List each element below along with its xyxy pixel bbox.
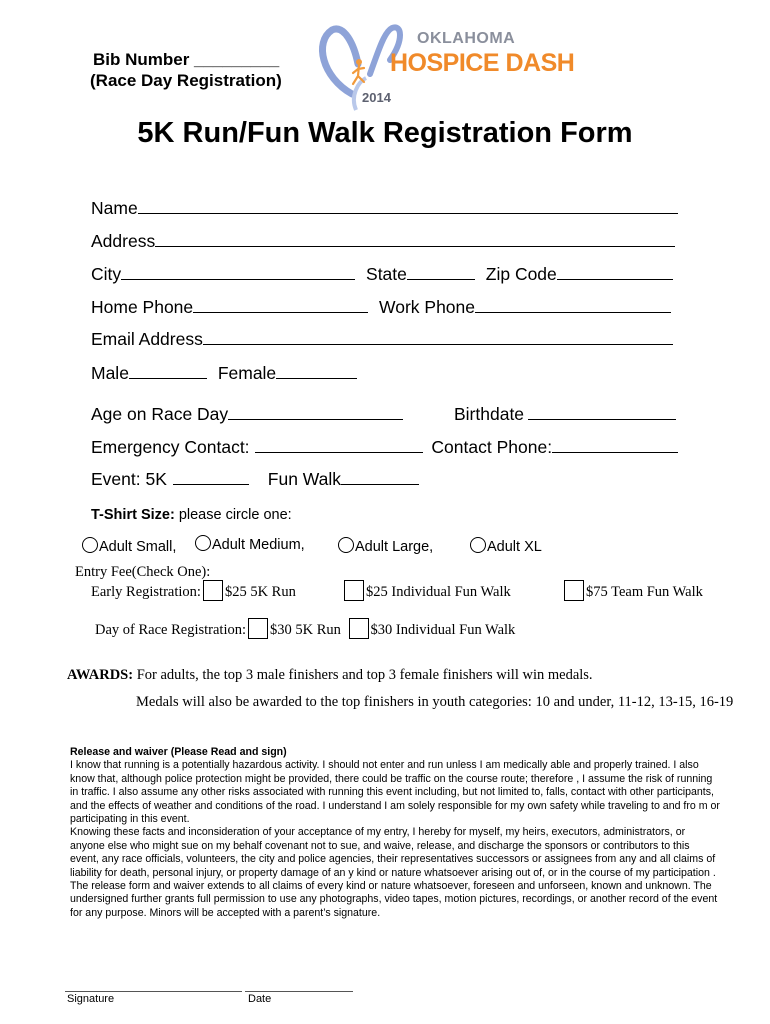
race-day-registration-label: (Race Day Registration) (90, 71, 282, 90)
city-line[interactable] (121, 263, 355, 280)
waiver-paragraph-3: The release form and waiver extends to all claims of every kind or nature whatsoever, foreseen and unforseen, known and unknown. The undersigned further grants full permission to use any photographs, video tapes, motion pictures, recordings, or another record of the event for any purpose. Minors will be accepted with a parent’s signature. (70, 880, 718, 919)
emergency-contact-label: Emergency Contact: (91, 437, 250, 457)
tshirt-option-large[interactable] (338, 537, 433, 555)
name-field[interactable] (91, 197, 678, 219)
entry-fee-heading: Entry Fee(Check One): (75, 564, 211, 580)
email-label: Email Address (91, 329, 203, 349)
birthdate-field[interactable] (454, 403, 676, 425)
work-phone-label: Work Phone (379, 297, 476, 317)
male-label: Male (91, 363, 129, 383)
circle-icon (338, 537, 354, 553)
logo-line-2: HOSPICE DASH (390, 49, 575, 77)
age-line[interactable] (228, 403, 403, 420)
contact-phone-line[interactable] (552, 436, 678, 453)
circle-icon (470, 537, 486, 553)
date-label: Date (248, 993, 272, 1005)
gender-row (91, 362, 357, 384)
age-field[interactable] (91, 403, 403, 425)
zip-line[interactable] (557, 263, 673, 280)
early-5k-checkbox[interactable] (203, 580, 223, 601)
circle-icon (195, 535, 211, 551)
dayof-registration-label: Day of Race Registration: (95, 622, 246, 638)
work-phone-line[interactable] (475, 296, 671, 313)
dayof-5k-label: $30 5K Run (270, 622, 341, 638)
zip-label: Zip Code (485, 264, 557, 284)
signature-line[interactable] (65, 991, 242, 992)
birthdate-label: Birthdate (454, 404, 525, 424)
tshirt-label: T-Shirt Size: (91, 507, 175, 523)
state-label: State (366, 264, 407, 284)
tshirt-option-label: Adult Small, (99, 539, 177, 555)
tshirt-heading (91, 507, 292, 523)
email-line[interactable] (203, 328, 673, 345)
tshirt-option-label: Adult Medium, (212, 537, 305, 553)
address-field[interactable] (91, 230, 675, 252)
dayof-individual-checkbox[interactable] (349, 618, 369, 639)
female-label: Female (217, 363, 277, 383)
early-individual-checkbox[interactable] (344, 580, 364, 601)
early-5k-label: $25 5K Run (224, 584, 296, 600)
female-line[interactable] (276, 362, 357, 379)
tshirt-instruction: please circle one: (178, 507, 292, 523)
awards-text: For adults, the top 3 male finishers and top 3 female finishers will win medals. (136, 667, 593, 683)
circle-icon (82, 537, 98, 553)
dayof-5k-checkbox[interactable] (248, 618, 268, 639)
city-label: City (91, 264, 122, 284)
early-team-option (562, 580, 703, 601)
early-individual-label: $25 Individual Fun Walk (366, 584, 511, 600)
bib-number-label: Bib Number _________ (93, 50, 280, 69)
address-line[interactable] (155, 230, 675, 247)
tshirt-option-xl[interactable] (470, 537, 542, 555)
early-individual-option (342, 580, 511, 601)
phone-row (91, 296, 671, 318)
logo-line-1: OKLAHOMA (417, 30, 516, 47)
name-label: Name (91, 198, 138, 218)
waiver-paragraph-1: I know that running is a potentially hazardous activity. I should not enter and run unless I am medically able and properly trained. I also know that, although police protection might be provided, there could be traffic on the course route; therefore , I assume the risk of running in traffic. I also assume any other risks associated with running this event including, but not limited to, falls, contact with other participants, and the effects of weather and conditions of the road. I understand I am solely responsible for my own safety while traveling to and fro m or participating in this event. (70, 759, 720, 826)
tshirt-option-label: Adult Large, (355, 539, 434, 555)
event-logo (312, 22, 575, 117)
city-state-zip-row (91, 263, 673, 285)
awards-label: AWARDS: (67, 667, 134, 683)
home-phone-label: Home Phone (91, 297, 194, 317)
tshirt-option-medium[interactable] (195, 535, 305, 553)
page-title: 5K Run/Fun Walk Registration Form (137, 117, 633, 149)
early-registration-row (91, 580, 296, 601)
emergency-contact-line[interactable] (255, 436, 423, 453)
signature-label: Signature (67, 993, 115, 1005)
waiver-heading: Release and waiver (Please Read and sign) (70, 746, 287, 758)
fun-walk-line[interactable] (341, 468, 419, 485)
dayof-registration-row (95, 618, 515, 639)
fun-walk-label: Fun Walk (267, 469, 342, 489)
waiver-paragraph-2: Knowing these facts and inconsideration of your acceptance of my entry, I hereby for myself, my heirs, executors, administrators, or anyone else who might sue on my behalf covenant not to sue, and waive, release, and discharge the sponsors or contributors to this event, any race officials, volunteers, the city and police agencies, their representatives successors or assignees from any and all claims of liability for death, personal injury, or property damage of an y kind or nature whatsoever arising out of, or in the course of my participation . (70, 826, 716, 879)
state-line[interactable] (407, 263, 475, 280)
name-line[interactable] (138, 197, 678, 214)
tshirt-option-label: Adult XL (487, 539, 542, 555)
logo-year: 2014 (362, 90, 391, 105)
release-waiver (70, 746, 720, 920)
email-field[interactable] (91, 328, 673, 350)
event-5k-label: Event: 5K (91, 469, 167, 489)
event-row (91, 468, 419, 490)
contact-phone-label: Contact Phone: (431, 437, 553, 457)
age-label: Age on Race Day (91, 404, 229, 424)
early-team-label: $75 Team Fun Walk (586, 584, 703, 600)
early-registration-label: Early Registration: (91, 584, 201, 600)
home-phone-line[interactable] (193, 296, 368, 313)
early-team-checkbox[interactable] (564, 580, 584, 601)
youth-awards-text: Medals will also be awarded to the top finishers in youth categories: 10 and under, 11-12, 13-15, 16-19 (136, 694, 734, 710)
event-5k-line[interactable] (173, 468, 249, 485)
tshirt-option-small[interactable] (82, 537, 176, 555)
dayof-individual-label: $30 Individual Fun Walk (370, 622, 516, 638)
date-line[interactable] (245, 991, 353, 992)
awards-line (67, 667, 593, 684)
male-line[interactable] (129, 362, 207, 379)
emergency-row (91, 436, 678, 458)
birthdate-line[interactable] (528, 403, 676, 420)
address-label: Address (91, 231, 156, 251)
